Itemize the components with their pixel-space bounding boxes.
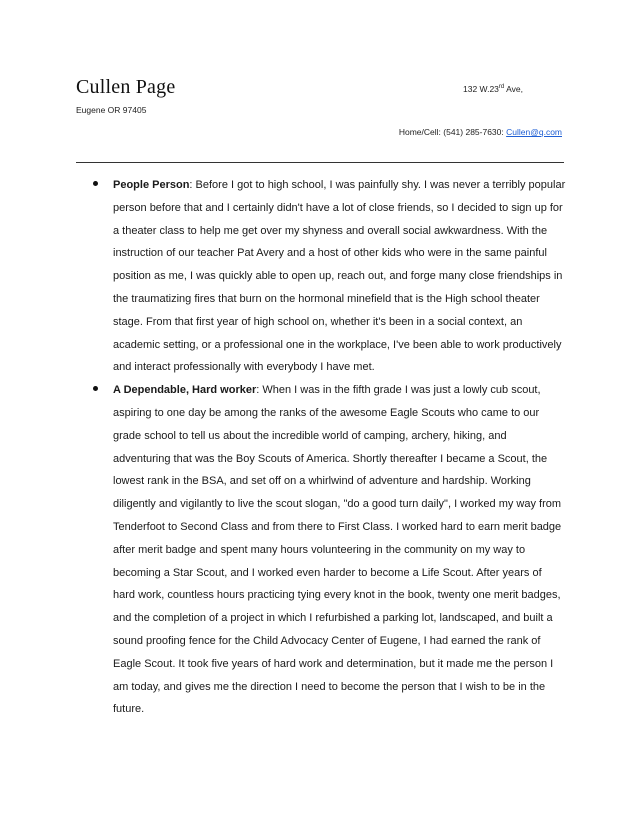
item-body: : When I was in the fifth grade I was just a lowly cub scout, aspiring to one day be among the ranks of the awesome Eagle Scouts who came to our grade school to tell us about the incredible world of camping, archery, hiking, and adventuring that was the Boy Scouts of America. Shortly thereafter I became a Scout, the lowest rank in the BSA, and set off on a whirlwind of adventure and hardship. Working diligently and vigilantly to live the scout slogan, "do a good turn daily", I worked my way from Tenderfoot to Second Class and from there to First Class. I worked hard to earn merit badge after merit badge and spent many hours volunteering in the community on my way to becoming a Star Scout, and I worked even harder to become a Life Scout. After years of hard work, countless hours practicing tying every knot in the book, twenty one merit badges, and the completion of a project in which I refurbished a parking lot, landscaped, and built a sound proofing fence for the Child Advocacy Center of Eugene, I had earned the rank of Eagle Scout. It took five years of hard work and determination, but it made me the person I am today, and gives me the direction I need to become the person that I wish to be in the future. [113, 384, 562, 716]
street-address-suffix: Ave, [504, 84, 524, 94]
list-item-people-person [76, 174, 566, 379]
applicant-name: Cullen Page [76, 76, 176, 98]
street-address-main: 132 W.23 [463, 84, 499, 94]
list-item-text [113, 379, 566, 721]
email-link[interactable]: Cullen@q.com [506, 127, 562, 137]
item-body: : Before I got to high school, I was painfully shy. I was never a terribly popular person before that and I certainly didn't have a lot of close friends, so I decided to sign up for a theater class to help me get over my shyness and overall social awkwardness. With the instruction of our teacher Pat Avery and a host of other kids who were in the same painful position as me, I was quickly able to open up, reach out, and forge many close friendships in the traumatizing fires that burn on the hormonal minefield that is the High school theater stage. From that first year of high school on, whether it's been in a social context, an academic setting, or a professional one in the workplace, I've been able to work productively and interact professionally with everybody I have met. [113, 179, 566, 374]
bullet-icon [93, 181, 98, 186]
list-item-text [113, 174, 566, 379]
street-address [463, 84, 523, 94]
item-heading: People Person [113, 179, 190, 191]
list-item-dependable-worker [76, 379, 566, 721]
header-divider [76, 162, 564, 163]
item-heading: A Dependable, Hard worker [113, 384, 257, 397]
street-address-ordinal: rd [498, 84, 505, 90]
city-state-zip: Eugene OR 97405 [76, 105, 147, 115]
contact-line [399, 127, 562, 137]
qualities-list [76, 174, 566, 721]
phone-number: Home/Cell: (541) 285-7630: [398, 127, 507, 137]
bullet-icon [93, 386, 98, 391]
